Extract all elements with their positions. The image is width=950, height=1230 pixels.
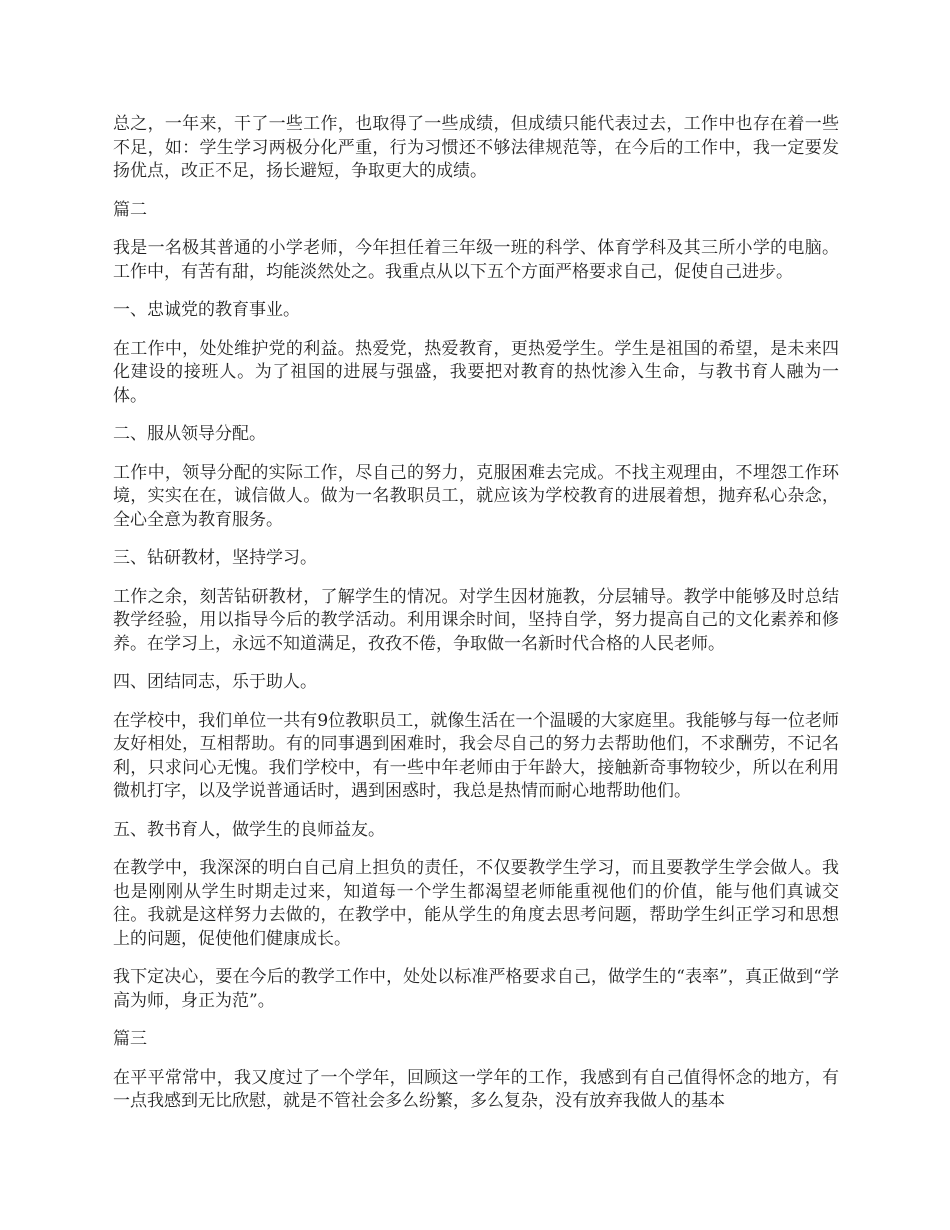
- section-heading-part-three: 篇三: [113, 1029, 147, 1049]
- paragraph-intro: 我是一名极其普通的小学老师，今年担任着三年级一班的科学、体育学科及其三所小学的电脑。工作中，有苦有甜，均能淡然处之。我重点从以下五个方面严格要求自己，促使自己进步。: [113, 238, 839, 282]
- point-heading-4: 四、团结同志，乐于助人。: [113, 672, 317, 692]
- document-body: [113, 113, 839, 1129]
- paragraph-summary: 总之，一年来，干了一些工作，也取得了一些成绩，但成绩只能代表过去，工作中也存在着一些不足，如：学生学习两极分化严重，行为习惯还不够法律规范等，在今后的工作中，我一定要发扬优点，改正不足，扬长避短，争取更大的成绩。: [113, 114, 839, 181]
- paragraph-resolution: 我下定决心，要在今后的教学工作中，处处以标准严格要求自己，做学生的“表率”，真正做到“学高为师，身正为范”。: [113, 967, 839, 1011]
- paragraph-part-three-intro: 在平平常常中，我又度过了一个学年，回顾这一学年的工作，我感到有自己值得怀念的地方，有一点我感到无比欣慰，就是不管社会多么纷繁，多么复杂，没有放弃我做人的基本: [113, 1067, 839, 1111]
- paragraph-point-3: 工作之余，刻苦钻研教材，了解学生的情况。对学生因材施教，分层辅导。教学中能够及时总结教学经验，用以指导今后的教学活动。利用课余时间，坚持自学，努力提高自己的文化素养和修养。在学习上，永远不知道满足，孜孜不倦，争取做一名新时代合格的人民老师。: [113, 586, 839, 654]
- paragraph-point-1: 在工作中，处处维护党的利益。热爱党，热爱教育，更热爱学生。学生是祖国的希望，是未来四化建设的接班人。为了祖国的进展与强盛，我要把对教育的热忱渗入生命，与教书育人融为一体。: [113, 338, 839, 406]
- paragraph-point-5: 在教学中，我深深的明白自己肩上担负的责任，不仅要教学生学习，而且要教学生学会做人。我也是刚刚从学生时期走过来，知道每一个学生都渴望老师能重视他们的价值，能与他们真诚交往。我就是这样努力去做的，在教学中，能从学生的角度去思考问题，帮助学生纠正学习和思想上的问题，促使他们健康成长。: [113, 858, 839, 949]
- paragraph-point-4: 在学校中，我们单位一共有9位教职员工，就像生活在一个温暖的大家庭里。我能够与每一位老师友好相处，互相帮助。有的同事遇到困难时，我会尽自己的努力去帮助他们，不求酬劳，不记名利，只求问心无愧。我们学校中，有一些中年老师由于年龄大，接触新奇事物较少，所以在利用微机打字，以及学说普通话时，遇到困惑时，我总是热情而耐心地帮助他们。: [113, 710, 839, 801]
- point-heading-2: 二、服从领导分配。: [113, 424, 266, 444]
- point-heading-5: 五、教书育人，做学生的良师益友。: [113, 819, 385, 840]
- section-heading-part-two: 篇二: [113, 199, 147, 220]
- point-heading-1: 一、忠诚党的教育事业。: [113, 300, 300, 320]
- paragraph-point-2: 工作中，领导分配的实际工作，尽自己的努力，克服困难去完成。不找主观理由，不埋怨工作环境，实实在在，诚信做人。做为一名教职员工，就应该为学校教育的进展着想，抛弃私心杂念，全心全意为教育服务。: [113, 462, 839, 530]
- point-heading-3: 三、钻研教材，坚持学习。: [113, 548, 317, 568]
